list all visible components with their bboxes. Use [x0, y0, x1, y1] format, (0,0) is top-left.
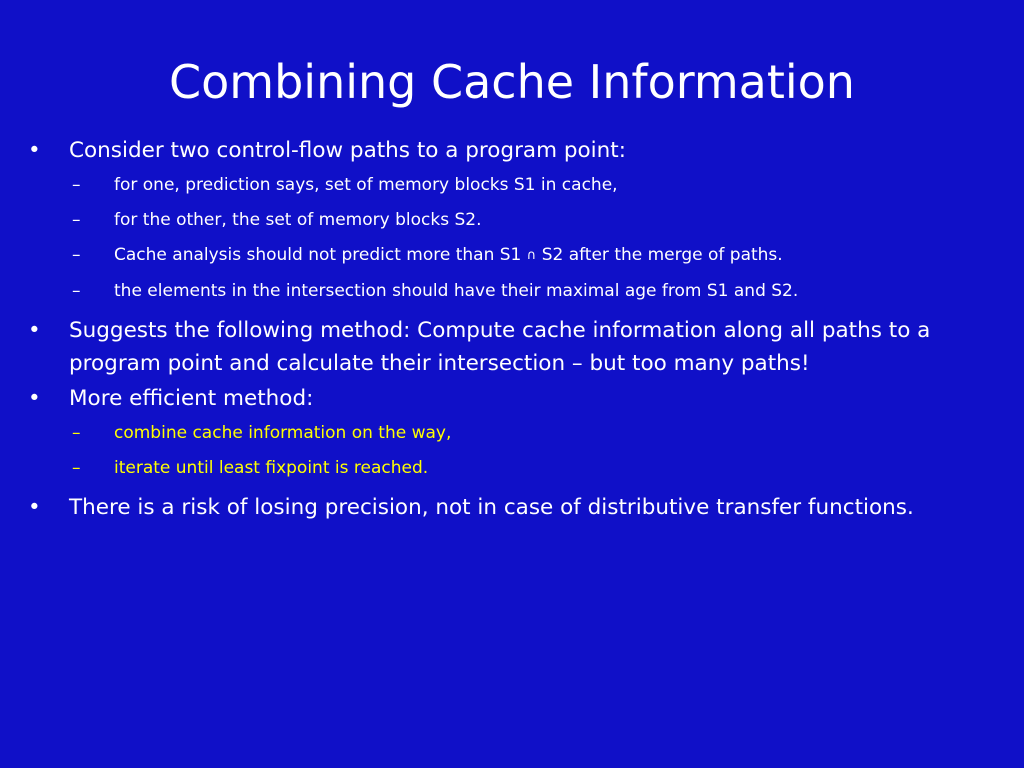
sub-bullet-text: combine cache information on the way,: [114, 423, 452, 443]
bullet-item: [28, 491, 998, 524]
dash-marker: –: [72, 281, 81, 301]
sub-bullet-text: for one, prediction says, set of memory blocks S1 in cache,: [114, 175, 618, 195]
sub-bullet-item: [28, 208, 998, 232]
bullet-text: More efficient method:: [69, 386, 314, 411]
slide-title: Combining Cache Information: [169, 55, 855, 109]
dash-marker: –: [72, 423, 81, 443]
sub-bullet-text-post: S2 after the merge of paths.: [541, 245, 783, 265]
bullet-item: [28, 134, 998, 167]
sub-bullet-item-highlight: [28, 456, 998, 480]
bullet-text: Consider two control-flow paths to a program point:: [69, 138, 626, 163]
sub-bullet-item: [28, 279, 998, 303]
bullet-item: [28, 314, 998, 380]
bullet-marker: •: [28, 318, 41, 343]
bullet-list: [28, 134, 998, 526]
intersection-symbol: ∩: [526, 248, 537, 263]
bullet-marker: •: [28, 138, 41, 163]
sub-bullet-text: the elements in the intersection should have their maximal age from S1 and S2.: [114, 281, 799, 301]
bullet-marker: •: [28, 495, 41, 520]
sub-bullet-item: [28, 173, 998, 197]
sub-bullet-text-pre: Cache analysis should not predict more than S1: [114, 245, 522, 265]
dash-marker: –: [72, 175, 81, 195]
sub-bullet-item: [28, 243, 998, 268]
dash-marker: –: [72, 245, 81, 265]
sub-bullet-item-highlight: [28, 421, 998, 445]
dash-marker: –: [72, 458, 81, 478]
sub-bullet-text: iterate until least fixpoint is reached.: [114, 458, 429, 478]
bullet-item: [28, 382, 998, 415]
dash-marker: –: [72, 210, 81, 230]
bullet-text: There is a risk of losing precision, not in case of distributive transfer functions.: [69, 495, 914, 520]
bullet-marker: •: [28, 386, 41, 411]
bullet-text: Suggests the following method: Compute cache information along all paths to a program point and calculate their intersection – but too many paths!: [69, 318, 931, 376]
sub-bullet-text: for the other, the set of memory blocks S2.: [114, 210, 482, 230]
